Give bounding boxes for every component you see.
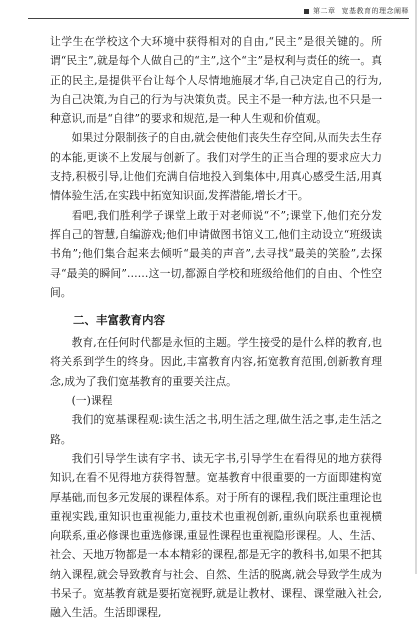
section-heading: 二、丰富教育内容 (73, 313, 165, 328)
paragraph: 我们的宽基课程观:读生活之书,明生活之理,做生活之事,走生活之路。 (50, 413, 382, 446)
header-bullet-icon (304, 9, 309, 14)
paragraph: 看吧,我们胜利学子课堂上敢于对老师说“不”;课堂下,他们充分发挥自己的智慧,自编游戏;他们申请做图书馆义工,他们主动设立“班级读书角”;他们集合起来去倾听“最美的声音”,去寻找“最美的笑脸”,去探寻“最美的瞬间”……这一切,都源自学校和班级给他们的自由、个性空间。 (50, 208, 382, 299)
paragraph: 教育,在任何时代都是永恒的主题。学生接受的是什么样的教育,也将关系到学生的终身。因此,丰富教育内容,拓宽教育范围,创新教育理念,成为了我们宽基教育的重要关注点。 (50, 336, 382, 388)
running-header (28, 4, 409, 18)
paragraph: 如果过分限制孩子的自由,就会使他们丧失生存空间,从而失去生存的本能,更谈不上发展与创新了。我们对学生的正当合理的要求应大力支持,积极引导,让他们充满自信地投入到集体中,用真心感受生活,用真情体验生活,在实践中拓宽知识面,发挥潜能,增长才干。 (50, 131, 382, 203)
header-divider (28, 18, 409, 19)
body-text (50, 32, 382, 623)
subsection-heading: (一)课程 (71, 394, 113, 408)
header-title: 宽基教育的理念阐释 (341, 7, 409, 15)
header-chapter: 第二章 (313, 7, 336, 15)
paragraph: 我们引导学生读有字书、读无字书,引导学生在看得见的地方获得知识,在看不见得地方获得智慧。宽基教育中很重要的一方面即建构宽厚基础,而包多元发展的课程体系。对于所有的课程,我们既注重理论也重视实践,重知识也重视能力,重技术也重视创新,重纵向联系也重视横向联系,重必修课也重选修课,重显性课程也重视隐形课程。人、生活、社会、天地万物都是一本本精彩的课程,都是无字的教科书,如果不把其纳入课程,就会导致教育与社会、自然、生活的脱离,就会导致学生成为书呆子。宽基教育就是要拓宽视野,就是让教材、课程、课堂融入社会,融入生活。生活即课程, (50, 451, 382, 620)
paragraph-continued: 让学生在学校这个大环境中获得相对的自由,“民主”是很关键的。所谓“民主”,就是每个人做自己的“主”,这个“主”是权利与责任的统一。真正的民主,是提供平台让每个人尽情地施展才华,自己决定自己的行为,为自己决策,为自己的行为与决策负责。民主不是一种方法,也不只是一种意识,而是“自律”的要求和规范,是一种人生观和价值观。 (50, 35, 382, 126)
